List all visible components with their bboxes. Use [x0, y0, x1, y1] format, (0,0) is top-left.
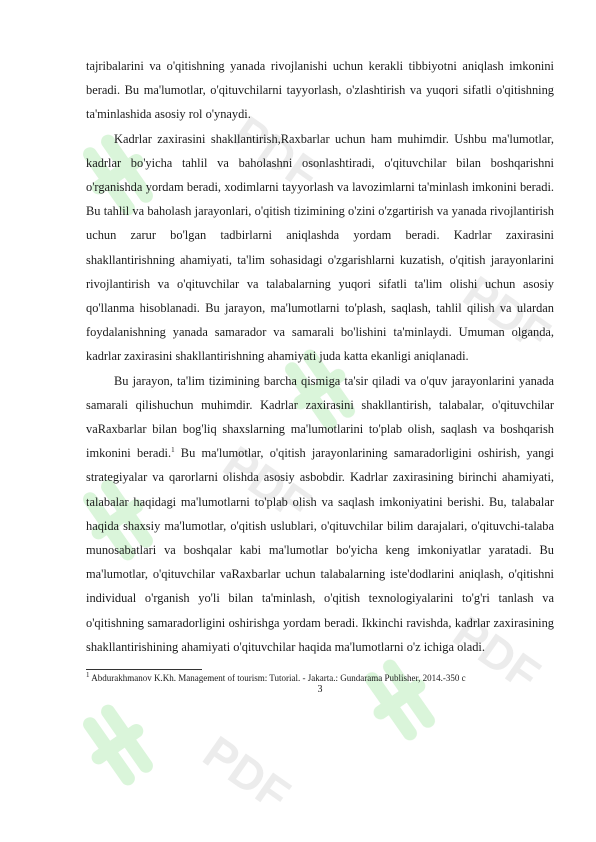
- page-number: 3: [317, 684, 323, 696]
- footnote-text: Abdurakhmanov K.Kh. Management of tourism: Tutorial. - Jakarta.: Gundarama Publisher, 2014.-350 c: [89, 673, 466, 684]
- watermark-text: PDF: [224, 105, 330, 201]
- paragraph-2: Kadrlar zaxirasini shakllantirish,Raxbarlar uchun ham muhimdir. Ushbu ma'lumotlar, kadrlar bo'yicha tahlil va baholashni osonlashtiradi, o'qituvchilar bilan boshqarishni o'rganishda yordam beradi, xodimlarni tayyorlash va lavozimlarni ta'minlash imkonini beradi. Bu tahlil va baholash jarayonlari, o'qitish tizimining o'zini o'zgartirish va yanada rivojlantirish uchun zarur bo'lgan tadbirlarni aniqlashda yordam beradi. Kadrlar zaxirasini shakllantirishning ahamiyati, ta'lim sohasidagi o'zgarishlarni kuzatish, o'qitish jarayonlarini rivojlantirish va o'qituvchilar va talabalarning yuqori sifatli ta'lim olishi uchun asosiy qo'llanma hisoblanadi. Bu jarayon, ma'lumotlarni to'plash, saqlash, tahlil qilish va ulardan foydalanishning yanada samarador va samarali bo'lishini ta'minlaydi. Umuman olganda, kadrlar zaxirasini shakllantirishning ahamiyati juda katta ekanligi aniqlanadi.: [86, 131, 554, 364]
- footnote-divider: [86, 669, 202, 670]
- svg-text:PDF: PDF: [194, 725, 300, 821]
- svg-text:PDF: PDF: [454, 265, 560, 361]
- paragraph-1: tajribalarini va o'qitishning yanada rivojlanishi uchun kerakli tibbiyotni aniqlash imkonini beradi. Bu ma'lumotlar, o'qituvchilarni tayyorlash, o'zlashtirish va yuqori sifatli o'qitishning ta'minlashida asosiy rol o'ynaydi.: [86, 59, 554, 122]
- paragraph-3-part-a: Bu jarayon, ta'lim tizimining barcha qismiga ta'sir qiladi va o'quv jarayonlarini yanada samarali qilishuchun muhimdir. Kadrlar zaxirasini shakllantirish, talabalar, o'qituvchilar vaRaxbarlar bilan bog'liq shaxslarning ma'lumotlarini to'plab olish, saqlash va boshqarish imkonini beradi.: [86, 373, 554, 461]
- paragraph-3-part-b: Bu ma'lumotlar, o'qitish jarayonlarining samaradorligini oshirish, yangi strategiyalar va qarorlarni olishda asosiy asbobdir. Kadrlar zaxirasining birinchi ahamiyati, talabalar haqidagi ma'lumotlarni to'plab olish va saqlash imkoniyatini berishi. Bu, talabalar haqida shaxsiy ma'lumotlar, o'qitish uslublari, o'qituvchilar bilim darajalari, o'qituvchi-talaba munosabatlari va boshqalar kabi ma'lumotlar bo'yicha keng imkoniyatlar yaratadi. Bu ma'lumotlar, o'qituvchilar vaRaxbarlar uchun talabalarning iste'dodlarini aniqlash, o'qitishni individual o'rganish yo'li bilan ta'minlash, o'qitish texnologiyalarini to'g'ri tanlash va o'qitishning samaradorligini oshirishga yordam beradi. Ikkinchi ravishda, kadrlar zaxirasining shakllantirishining ahamiyati o'qituvchilar haqida ma'lumotlarni o'z ichiga oladi.: [86, 446, 555, 654]
- footnote-reference[interactable]: 1: [171, 446, 175, 455]
- footnote: [86, 672, 554, 684]
- svg-text:PDF: PDF: [444, 605, 550, 701]
- footnote-marker: 1: [86, 671, 90, 680]
- paragraph-3: [86, 369, 554, 659]
- document-page: [86, 54, 554, 696]
- svg-text:PDF: PDF: [214, 435, 320, 531]
